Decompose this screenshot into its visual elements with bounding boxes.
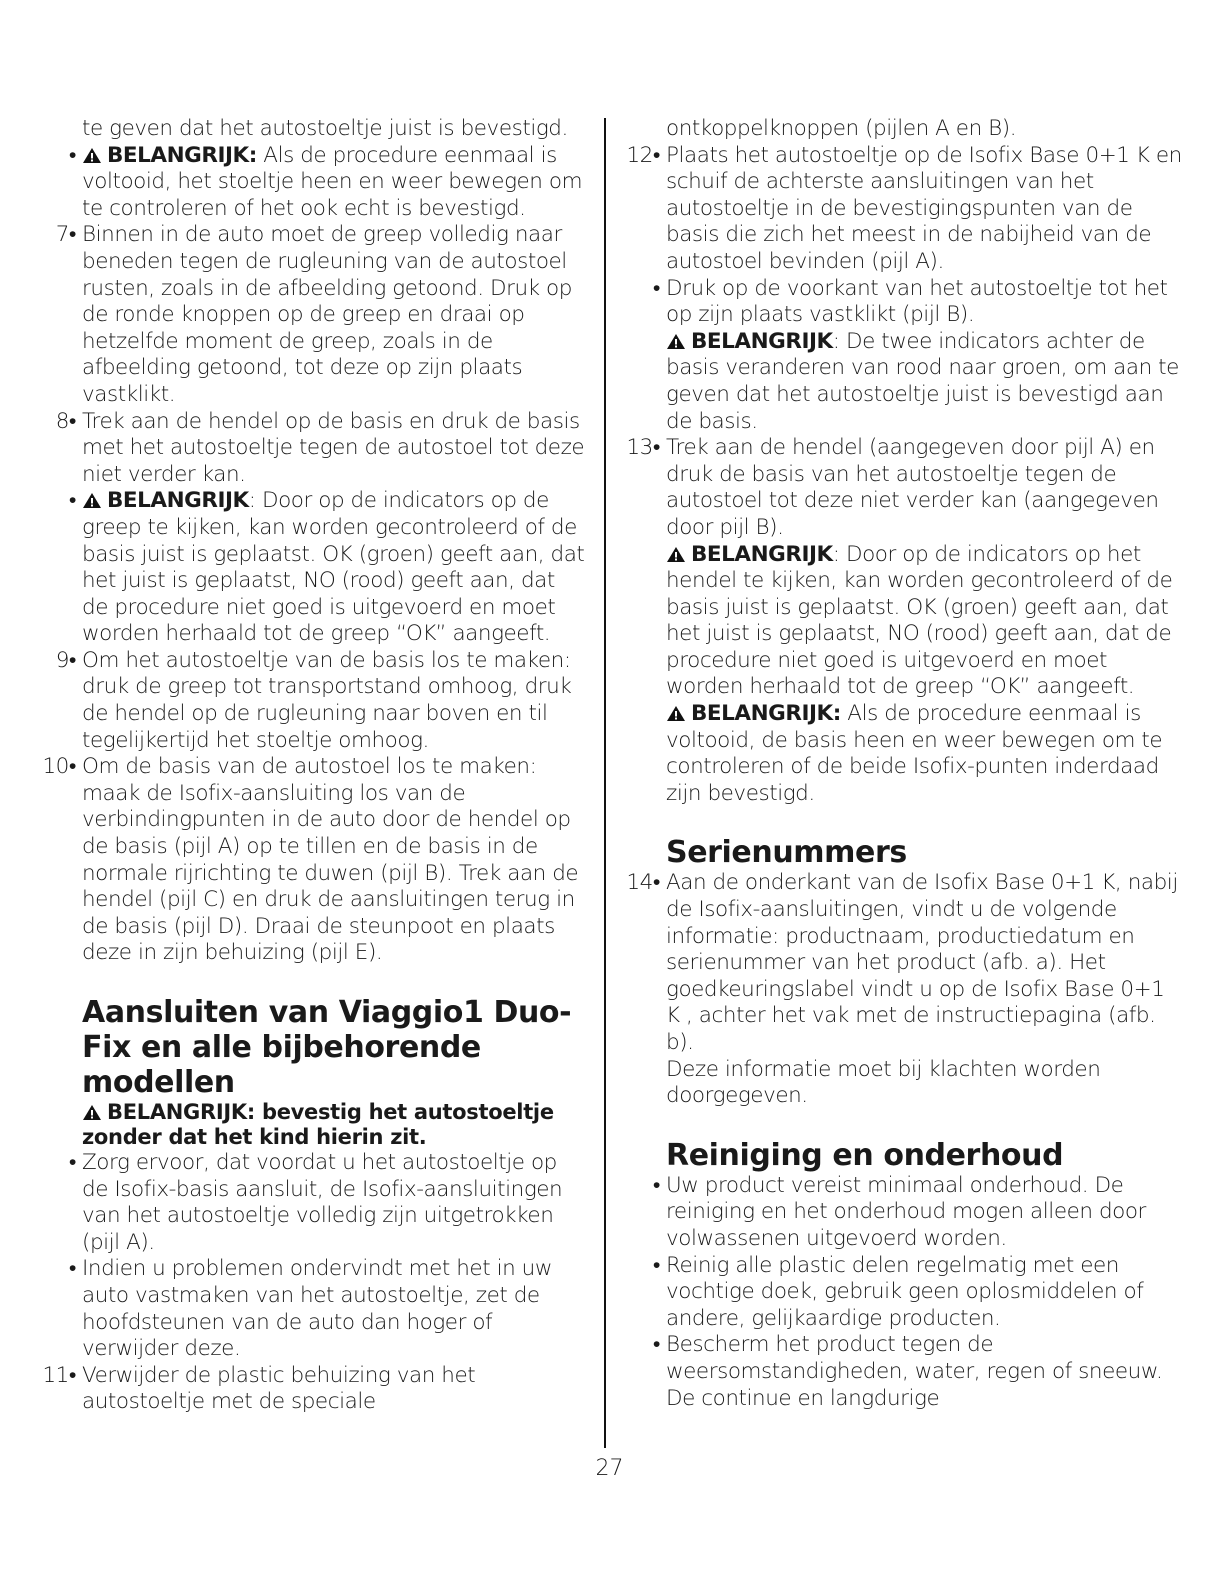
step-13: 13• Trek aan de hendel (aangegeven door pijl A) en druk de basis van het autostoeltje tegen de autostoel tot deze niet verder kan (aangegeven door pijl B). [624, 435, 1184, 541]
warning-note: BELANGRIJK: bevestig het autostoeltje zonder dat het kind hierin zit. [82, 1100, 554, 1149]
step-7: 7• Binnen in de auto moet de greep volledig naar beneden tegen de rugleuning van de autostoel rusten, zoals in de afbeelding getoond. Druk op de ronde knoppen op de greep en draai op hetzelfde moment de greep, zoals in de afbeelding getoond, tot deze op zijn plaats vastklikt. [40, 222, 585, 408]
warning-note: BELANGRIJK: De twee indicators achter de basis veranderen van rood naar groen, om aan te geven dat het autostoeltje juist is bevestigd aan de basis. [666, 328, 1179, 434]
step-number: 14• [626, 870, 660, 896]
step-number: 7• [55, 222, 76, 248]
warning-icon [82, 1104, 102, 1121]
page-number: 27 [595, 1456, 624, 1481]
right-column [624, 116, 1184, 1412]
list-item: • Reinig alle plastic delen regelmatig met een vochtige doek, gebruik geen oplosmiddelen of andere, gelijkaardige producten. [624, 1253, 1184, 1333]
step-number: 9• [55, 647, 76, 673]
list-item: • Indien u problemen ondervindt met het in uw auto vastmaken van het autostoeltje, zet de hoofdsteunen van de auto dan hoger of verwijder deze. [40, 1256, 585, 1362]
step-number: 8• [55, 408, 76, 434]
paragraph: ontkoppelknoppen (pijlen A en B). [666, 116, 1017, 141]
bullet: • [68, 142, 76, 168]
warning-icon [666, 546, 686, 563]
warning-icon [666, 333, 686, 350]
list-item: • Bescherm het product tegen de weersomstandigheden, water, regen of sneeuw. De continue en langdurige [624, 1332, 1184, 1412]
left-column [40, 116, 585, 1416]
list-item: • Druk op de voorkant van het autostoeltje tot het op zijn plaats vastklikt (pijl B). [624, 276, 1184, 329]
bullet: • [68, 488, 76, 514]
warning-note: • BELANGRIJK: Door op de indicators op de greep te kijken, kan worden gecontroleerd of de basis juist is geplaatst. OK (groen) geeft aan, dat het juist is geplaatst, NO (rood) geeft aan, dat de procedure niet goed is uitgevoerd en moet worden herhaald tot de greep “OK” aangeeft. [40, 488, 585, 648]
list-item: • Uw product vereist minimaal onderhoud. De reiniging en het onderhoud mogen alleen door volwassenen uitgevoerd worden. [624, 1173, 1184, 1253]
step-number: 13• [626, 435, 660, 461]
section-heading: Serienummers [666, 835, 907, 871]
paragraph: te geven dat het autostoeltje juist is bevestigd. [82, 116, 568, 141]
paragraph: Deze informatie moet bij klachten worden doorgegeven. [666, 1056, 1101, 1109]
step-10: 10• Om de basis van de autostoel los te maken: maak de Isofix-aansluiting los van de verbindingpunten in de auto door de hendel op de basis (pijl A) op te tillen en de basis in de normale rijrichting te duwen (pijl B). Trek aan de hendel (pijl C) en druk de aansluitingen terug in de basis (pijl D). Draai de steunpoot en plaats deze in zijn behuizing (pijl E). [40, 754, 585, 967]
warning-icon [666, 705, 686, 722]
warning-icon [82, 147, 102, 164]
warning-note: BELANGRIJK: Door op de indicators op het hendel te kijken, kan worden gecontroleerd of de basis juist is geplaatst. OK (groen) geeft aan, dat het juist is geplaatst, NO (rood) geeft aan, dat de procedure niet goed is uitgevoerd en moet worden herhaald tot de greep “OK” aangeeft. [666, 541, 1173, 700]
bullet: • [652, 1332, 660, 1358]
step-number: 10• [42, 754, 76, 780]
bullet: • [68, 1150, 76, 1175]
step-number: 11• [42, 1362, 76, 1388]
bullet: • [652, 1252, 660, 1278]
warning-icon [82, 492, 102, 509]
warning-note: BELANGRIJK: Als de procedure eenmaal is voltooid, de basis heen en weer bewegen om te controleren of de beide Isofix-punten inderdaad zijn bevestigd. [666, 701, 1163, 806]
step-8: 8• Trek aan de hendel op de basis en druk de basis met het autostoeltje tegen de autostoel tot deze niet verder kan. [40, 409, 585, 489]
bullet: • [652, 275, 660, 301]
list-item: • Zorg ervoor, dat voordat u het autostoeltje op de Isofix-basis aansluit, de Isofix-aansluitingen van het autostoeltje volledig zijn uitgetrokken (pijl A). [40, 1150, 585, 1256]
step-12: 12• Plaats het autostoeltje op de Isofix Base 0+1 K en schuif de achterste aansluitingen van het autostoeltje in de bevestigingspunten van de basis die zich het meest in de nabijheid van de autostoel bevinden (pijl A). [624, 143, 1184, 276]
bullet: • [68, 1256, 76, 1282]
column-divider [604, 118, 606, 1448]
step-14: 14• Aan de onderkant van de Isofix Base 0+1 K, nabij de Isofix-aansluitingen, vindt u de volgende informatie: productnaam, productiedatum en serienummer van het product (afb. a). Het goedkeuringslabel vindt u op de Isofix Base 0+1 K , achter het vak met de instructiepagina (afb. b). [624, 870, 1184, 1056]
section-heading: Aansluiten van Viaggio1 Duo-Fix en alle bijbehorende modellen [82, 995, 572, 1100]
step-9: 9• Om het autostoeltje van de basis los te maken: druk de greep tot transportstand omhoog, druk de hendel op de rugleuning naar boven en til tegelijkertijd het stoeltje omhoog. [40, 648, 585, 754]
bullet: • [652, 1172, 660, 1198]
section-heading: Reiniging en onderhoud [666, 1137, 1064, 1173]
step-number: 12• [626, 142, 660, 168]
step-11: 11• Verwijder de plastic behuizing van het autostoeltje met de speciale [40, 1363, 585, 1416]
warning-note: • BELANGRIJK: Als de procedure eenmaal is voltooid, het stoeltje heen en weer bewegen om te controleren of het ook echt is bevestigd. [40, 143, 585, 223]
